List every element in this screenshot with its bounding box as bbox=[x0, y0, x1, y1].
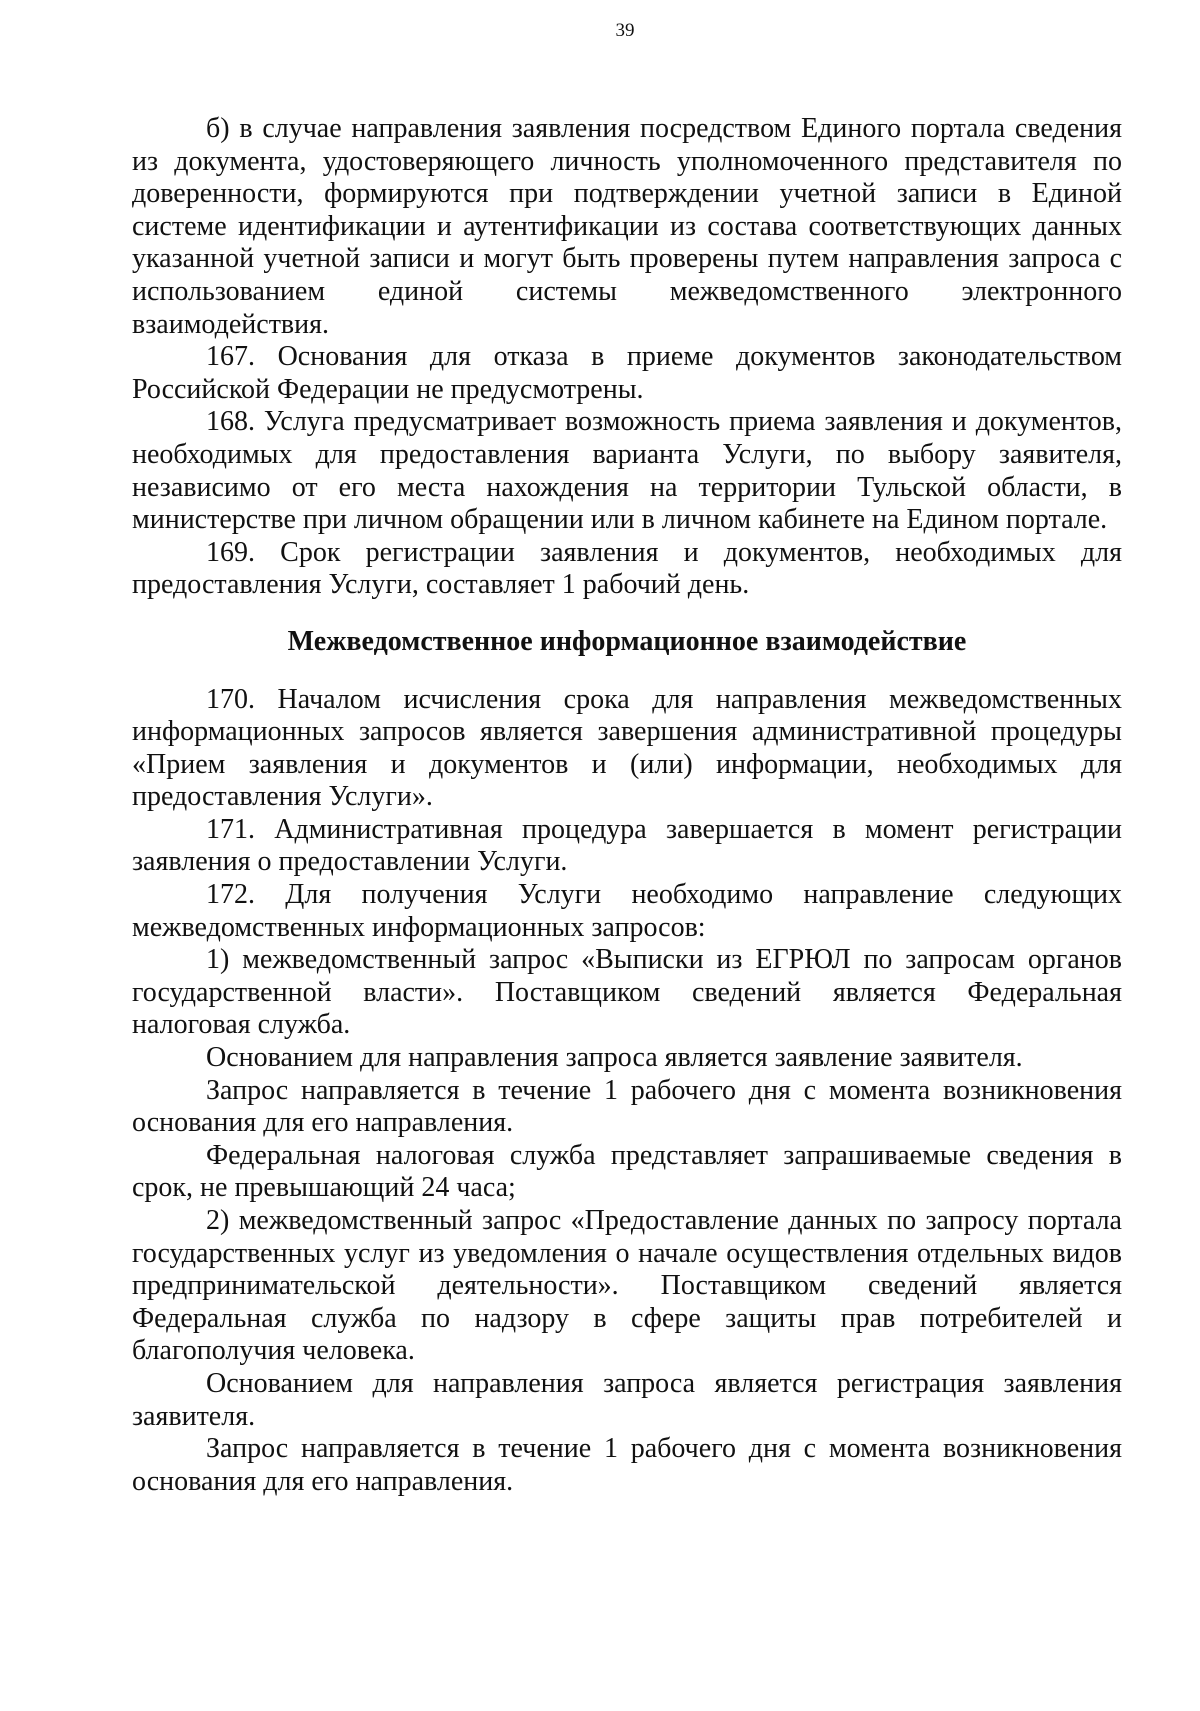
paragraph-request-1-response: Федеральная налоговая служба представляет запрашиваемые сведения в срок, не превышающий 24 часа; bbox=[132, 1139, 1122, 1204]
paragraph-request-2-timing: Запрос направляется в течение 1 рабочего дня с момента возникновения основания для его направления. bbox=[132, 1433, 1122, 1497]
paragraph-request-2: 2) межведомственный запрос «Предоставление данных по запросу портала государственных услуг из уведомления о начале осуществления отдельных видов предпринимательской деятельности». Поставщиком сведений является Федеральная служба по надзору в сфере защиты прав потребителей и благополучия человека. bbox=[132, 1205, 1122, 1367]
paragraph-request-1-timing: Запрос направляется в течение 1 рабочего дня с момента возникновения основания для его направления. bbox=[132, 1074, 1122, 1139]
paragraph-169: 169. Срок регистрации заявления и документов, необходимых для предоставления Услуги, составляет 1 рабочий день. bbox=[132, 536, 1122, 601]
paragraph-170: 170. Началом исчисления срока для направления межведомственных информационных запросов является завершения административной процедуры «Прием заявления и документов и (или) информации, необходимых для предоставления Услуги». bbox=[132, 683, 1122, 813]
paragraph-request-1-basis: Основанием для направления запроса является заявление заявителя. bbox=[206, 1042, 1023, 1074]
page-number: 39 bbox=[615, 20, 635, 41]
paragraph-request-1: 1) межведомственный запрос «Выписки из ЕГРЮЛ по запросам органов государственной власти». Поставщиком сведений является Федеральная налоговая служба. bbox=[132, 944, 1122, 1041]
paragraph-167: 167. Основания для отказа в приеме документов законодательством Российской Федерации не предусмотрены. bbox=[132, 341, 1122, 405]
section-title: Межведомственное информационное взаимодействие bbox=[287, 625, 967, 657]
paragraph-171: 171. Административная процедура завершается в момент регистрации заявления о предоставлении Услуги. bbox=[132, 813, 1122, 878]
paragraph-172: 172. Для получения Услуги необходимо направление следующих межведомственных информационных запросов: bbox=[132, 879, 1122, 943]
document-body bbox=[132, 113, 1122, 1498]
paragraph-request-2-basis: Основанием для направления запроса является регистрация заявления заявителя. bbox=[132, 1367, 1122, 1432]
paragraph-168: 168. Услуга предусматривает возможность приема заявления и документов, необходимых для предоставления варианта Услуги, по выбору заявителя, независимо от его места нахождения на территории Тульской области, в министерстве при личном обращении или в личном кабинете на Едином портале. bbox=[132, 406, 1122, 536]
paragraph-identity-details: б) в случае направления заявления посредством Единого портала сведения из документа, удостоверяющего личность уполномоченного представителя по доверенности, формируются при подтверждении учетной записи в Единой системе идентификации и аутентификации из состава соответствующих данных указанной учетной записи и могут быть проверены путем направления запроса с использованием единой системы межведомственного электронного взаимодействия. bbox=[132, 113, 1122, 340]
